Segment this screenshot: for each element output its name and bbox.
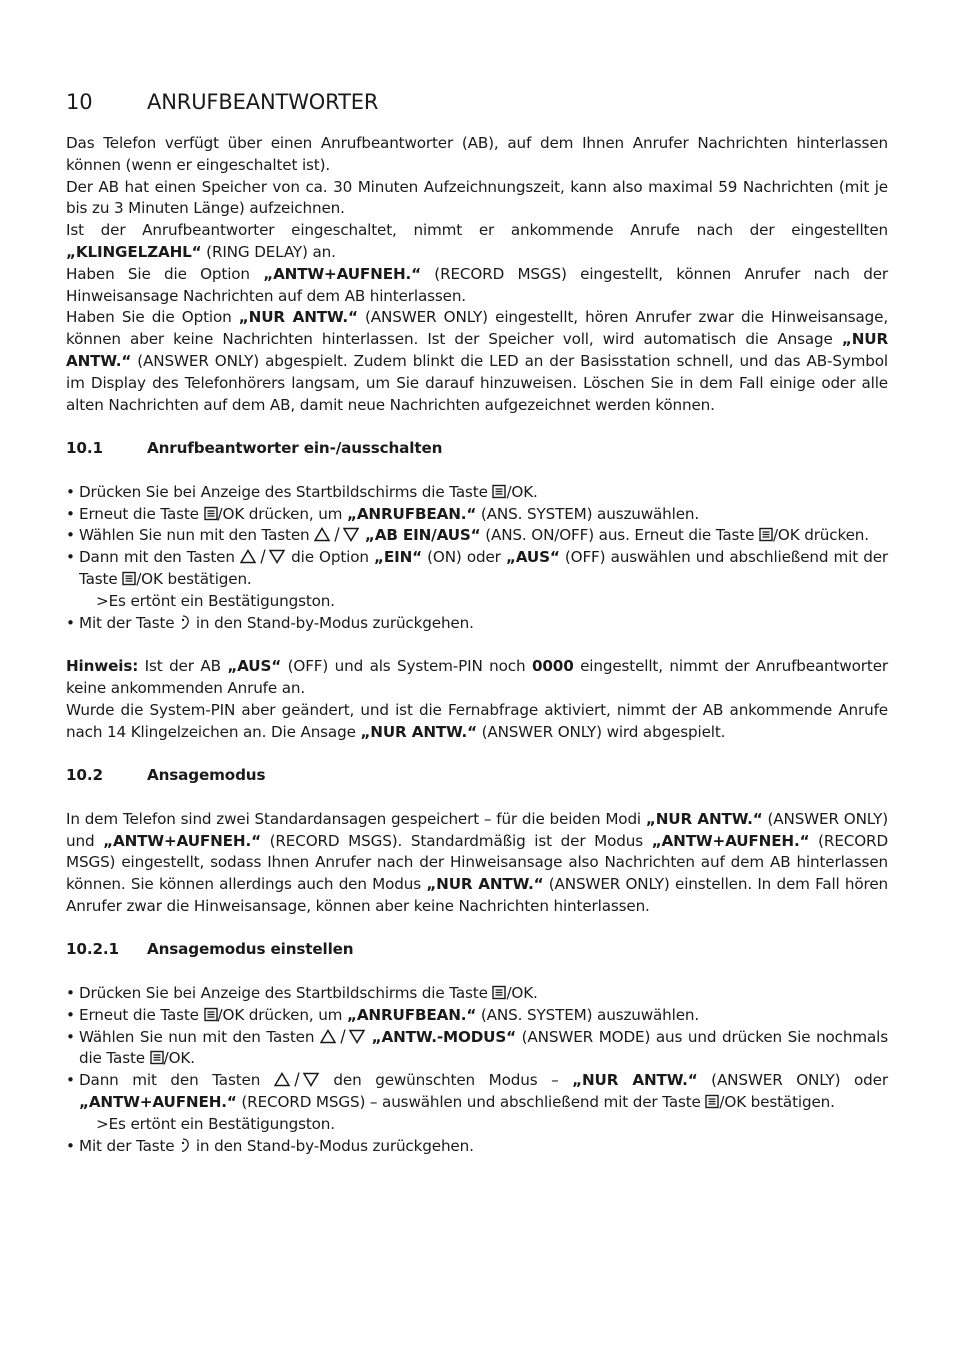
intro-paragraph: Das Telefon verfügt über einen Anrufbeantworter (AB), auf dem Ihnen Anrufer Nachrichten hinterlassen können (wenn er eingeschaltet ist). [66, 134, 888, 174]
end-call-key-icon [179, 614, 191, 630]
chapter-title: ANRUFBEANTWORTER [147, 90, 379, 114]
list-item: • Drücken Sie bei Anzeige des Startbildschirms die Taste /OK. [66, 983, 888, 1005]
menu-key-icon [204, 506, 218, 521]
menu-key-icon [122, 571, 136, 586]
section-heading-10-2-1: 10.2.1 Ansagemodus einstellen [66, 940, 354, 959]
intro-paragraph: Ist der Anrufbeantworter eingeschaltet, nimmt er ankommende Anrufe nach der eingestellten „KLINGELZAHL“ (RING DELAY) an. [66, 221, 888, 261]
list-item: • Wählen Sie nun mit den Tasten „AB EIN/AUS“ (ANS. ON/OFF) aus. Erneut die Taste /OK drücken. [66, 525, 888, 547]
up-down-arrow-keys-icon [240, 549, 286, 564]
instruction-list [66, 983, 888, 1157]
intro-section [66, 133, 888, 416]
intro-paragraph: Haben Sie die Option „ANTW+AUFNEH.“ (RECORD MSGS) eingestellt, können Anrufer nach der Hinweisansage Nachrichten auf dem AB hinterlassen. [66, 264, 889, 305]
intro-paragraph: Der AB hat einen Speicher von ca. 30 Minuten Aufzeichnungszeit, kann also maximal 59 Nachrichten (mit je bis zu 3 Minuten Länge) aufzeichnen. [66, 177, 888, 218]
end-call-key-icon [179, 1137, 191, 1153]
up-down-arrow-keys-icon [274, 1072, 320, 1087]
list-item: • Dann mit den Tasten die Option „EIN“ (ON) oder „AUS“ (OFF) auswählen und abschließend mit der Taste /OK bestätigen. >Es ertönt ein Bestätigungston. [66, 547, 888, 612]
list-item: • Mit der Taste in den Stand-by-Modus zurückgehen. [66, 613, 888, 635]
menu-key-icon [492, 985, 506, 1000]
up-down-arrow-keys-icon [314, 527, 360, 542]
intro-paragraph: Haben Sie die Option „NUR ANTW.“ (ANSWER ONLY) eingestellt, hören Anrufer zwar die Hinweisansage, können aber keine Nachrichten hinterlassen. Ist der Speicher voll, wird automatisch die Ansage „NUR ANTW.“ (ANSWER ONLY) abgespielt. Zudem blinkt die LED an der Basisstation schnell, und das AB-Symbol im Display des Telefonhörers langsam, um Sie darauf hinzuweisen. Löschen Sie in dem Fall einige oder alle alten Nachrichten auf dem AB, damit neue Nachrichten aufgezeichnet werden können. [66, 308, 889, 414]
instruction-list [66, 482, 888, 635]
list-item: • Drücken Sie bei Anzeige des Startbildschirms die Taste /OK. [66, 482, 888, 504]
list-item: • Mit der Taste in den Stand-by-Modus zurückgehen. [66, 1136, 888, 1158]
menu-key-icon [759, 527, 773, 542]
menu-key-icon [204, 1007, 218, 1022]
list-item: • Erneut die Taste /OK drücken, um „ANRUFBEAN.“ (ANS. SYSTEM) auszuwählen. [66, 1005, 888, 1027]
chapter-heading [66, 88, 888, 116]
menu-key-icon [705, 1094, 719, 1109]
confirmation-note: >Es ertönt ein Bestätigungston. [96, 1114, 335, 1133]
list-item: • Erneut die Taste /OK drücken, um „ANRUFBEAN.“ (ANS. SYSTEM) auszuwählen. [66, 504, 888, 526]
manual-page [66, 88, 888, 1157]
up-down-arrow-keys-icon [320, 1029, 366, 1044]
menu-key-icon [492, 484, 506, 499]
body-paragraph: In dem Telefon sind zwei Standardansagen gespeichert – für die beiden Modi „NUR ANTW.“ (ANSWER ONLY) und „ANTW+AUFNEH.“ (RECORD MSGS). Standardmäßig ist der Modus „ANTW+AUFNEH.“ (RECORD MSGS) eingestellt, sodass Ihnen Anrufer nach der Hinweisansage also Nachrichten auf dem AB hinterlassen können. Sie können allerdings auch den Modus „NUR ANTW.“ (ANSWER ONLY) einstellen. In dem Fall hören Anrufer zwar die Hinweisansage, können aber keine Nachrichten hinterlassen. [66, 809, 889, 915]
list-item: • Dann mit den Tasten den gewünschten Modus – „NUR ANTW.“ (ANSWER ONLY) oder „ANTW+AUFNEH.“ (RECORD MSGS) – auswählen und abschließend mit der Taste /OK bestätigen. >Es ertönt ein Bestätigungston. [66, 1070, 888, 1135]
hint-paragraph: Wurde die System-PIN aber geändert, und ist die Fernabfrage aktiviert, nimmt der AB ankommende Anrufe nach 14 Klingelzeichen an. Die Ansage „NUR ANTW.“ (ANSWER ONLY) wird abgespielt. [66, 700, 888, 741]
chapter-number: 10 [66, 90, 93, 114]
menu-key-icon [150, 1050, 164, 1065]
confirmation-note: >Es ertönt ein Bestätigungston. [96, 591, 335, 610]
section-heading-10-1: 10.1 Anrufbeantworter ein-/ausschalten [66, 439, 443, 458]
hint-paragraph: Hinweis: Ist der AB „AUS“ (OFF) und als System-PIN noch 0000 eingestellt, nimmt der Anrufbeantworter keine ankommenden Anrufe an. [66, 657, 888, 697]
list-item: • Wählen Sie nun mit den Tasten „ANTW.-MODUS“ (ANSWER MODE) aus und drücken Sie nochmals die Taste /OK. [66, 1027, 888, 1071]
section-heading-10-2: 10.2 Ansagemodus [66, 766, 266, 785]
